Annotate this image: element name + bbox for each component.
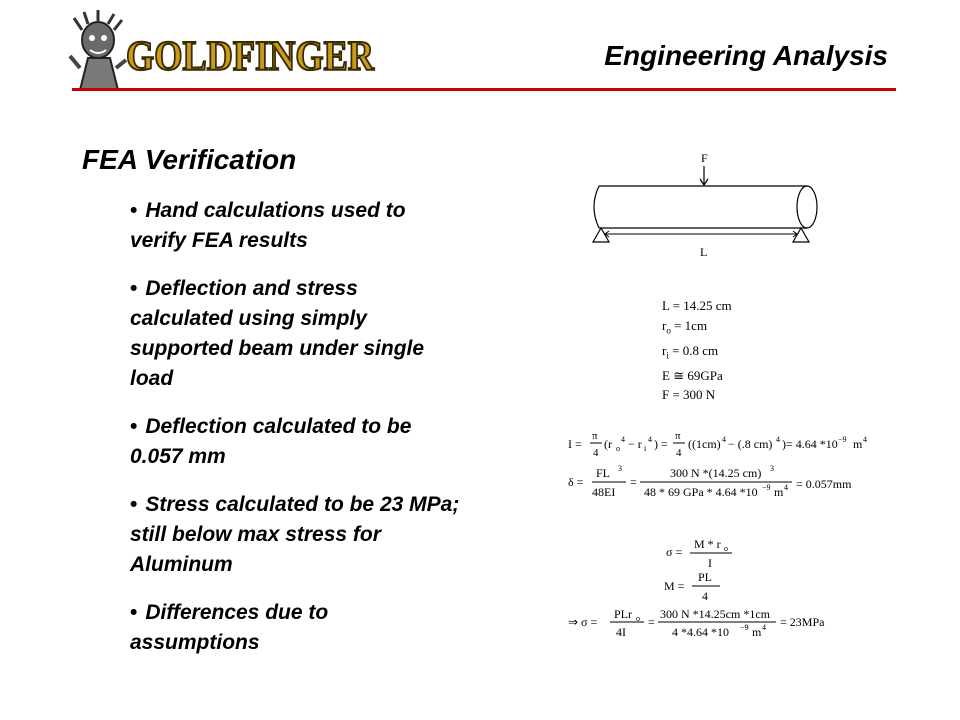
svg-text:3: 3	[770, 464, 774, 473]
page-title: Engineering Analysis	[604, 40, 888, 71]
inertia-deflection-equations	[566, 426, 871, 538]
svg-text:48EI: 48EI	[592, 485, 616, 499]
svg-text:4I: 4I	[616, 625, 626, 639]
inertia-equation	[568, 430, 867, 459]
svg-text:4 *4.64 *10: 4 *4.64 *10	[672, 625, 729, 639]
svg-text:=: =	[630, 475, 637, 489]
svg-text:I =: I =	[568, 437, 582, 451]
svg-text:σ =: σ =	[666, 545, 683, 559]
svg-text:4: 4	[702, 589, 708, 603]
moment-equation	[664, 570, 720, 603]
svg-text:4: 4	[776, 435, 780, 444]
svg-text:4: 4	[676, 447, 682, 459]
svg-text:48 * 69 GPa * 4.64 *10: 48 * 69 GPa * 4.64 *10	[644, 485, 758, 499]
svg-text:o: o	[616, 444, 620, 453]
goldfinger-logo	[66, 12, 378, 92]
given-length: L = 14.25 cm	[662, 298, 732, 313]
deflection-equation	[568, 464, 852, 499]
force-label: F	[701, 151, 708, 165]
svg-text:4: 4	[648, 435, 652, 444]
svg-text:4: 4	[762, 623, 766, 632]
stress-definition	[666, 537, 732, 570]
svg-text:⇒ σ =: ⇒ σ =	[568, 615, 598, 629]
svg-text:3: 3	[618, 464, 622, 473]
length-label: L	[700, 245, 708, 259]
bullet-item: • Stress calculated to be 23 MPa; still below max stress for Aluminum	[130, 493, 460, 576]
svg-text:4: 4	[863, 435, 867, 444]
svg-text:300 N *(14.25 cm): 300 N *(14.25 cm)	[670, 466, 762, 480]
beam-cylinder	[594, 186, 817, 228]
deflection-result: = 0.057mm	[796, 477, 852, 491]
svg-text:4: 4	[784, 483, 788, 492]
bullet-item: • Deflection and stress calculated using simply supported beam under single load	[130, 277, 425, 390]
svg-text:M =: M =	[664, 579, 685, 593]
stress-result: = 23MPa	[780, 615, 825, 629]
svg-text:m: m	[752, 625, 762, 639]
bullet-item: • Hand calculations used to verify FEA results	[130, 199, 406, 252]
given-outer-radius: $r_o = 1cm$	[662, 317, 708, 336]
svg-text:300 N *14.25cm *1cm: 300 N *14.25cm *1cm	[660, 607, 770, 621]
svg-text:− r: − r	[628, 437, 642, 451]
stress-equations	[566, 536, 866, 644]
svg-text:PLr: PLr	[614, 607, 632, 621]
svg-text:4: 4	[722, 435, 726, 444]
stress-result-equation	[568, 607, 825, 639]
svg-text:): )	[782, 437, 786, 451]
bullet-item: • Deflection calculated to be 0.057 mm	[130, 415, 412, 468]
svg-text:(r: (r	[604, 437, 612, 451]
svg-text:π: π	[675, 430, 681, 442]
svg-text:− (.8 cm): − (.8 cm)	[728, 437, 773, 451]
svg-text:o: o	[636, 614, 640, 623]
beam-diagram	[585, 148, 825, 260]
svg-text:π: π	[592, 430, 598, 442]
bullet-item: • Differences due to assumptions	[130, 601, 329, 654]
svg-text:o: o	[724, 544, 728, 553]
given-force: F = 300 N	[662, 387, 716, 403]
svg-text:−9: −9	[740, 623, 749, 632]
svg-text:m: m	[853, 437, 863, 451]
svg-text:−9: −9	[838, 435, 847, 444]
given-inner-radius: $r_i = 0.8$ cm	[662, 342, 719, 361]
svg-text:I: I	[708, 556, 712, 570]
svg-text:PL: PL	[698, 570, 713, 584]
svg-text:M * r: M * r	[694, 537, 721, 551]
svg-text:((1cm): ((1cm)	[688, 437, 721, 451]
svg-text:=: =	[648, 615, 655, 629]
inertia-result: = 4.64 *10	[786, 437, 838, 451]
svg-text:−9: −9	[762, 483, 771, 492]
given-values	[662, 296, 732, 405]
svg-text:m: m	[774, 485, 784, 499]
svg-text:4: 4	[593, 447, 599, 459]
bullet-list	[130, 196, 460, 676]
svg-text:FL: FL	[596, 466, 611, 480]
svg-text:i: i	[644, 444, 647, 453]
given-modulus: E ≅ 69GPa	[662, 367, 723, 383]
svg-text:4: 4	[621, 435, 625, 444]
section-title: FEA Verification	[82, 144, 297, 175]
header-divider	[72, 88, 896, 91]
svg-text:) =: ) =	[654, 437, 668, 451]
svg-text:δ =: δ =	[568, 475, 584, 489]
logo-wordmark: GOLDFINGER	[126, 34, 375, 80]
mascot-figure	[70, 10, 126, 90]
